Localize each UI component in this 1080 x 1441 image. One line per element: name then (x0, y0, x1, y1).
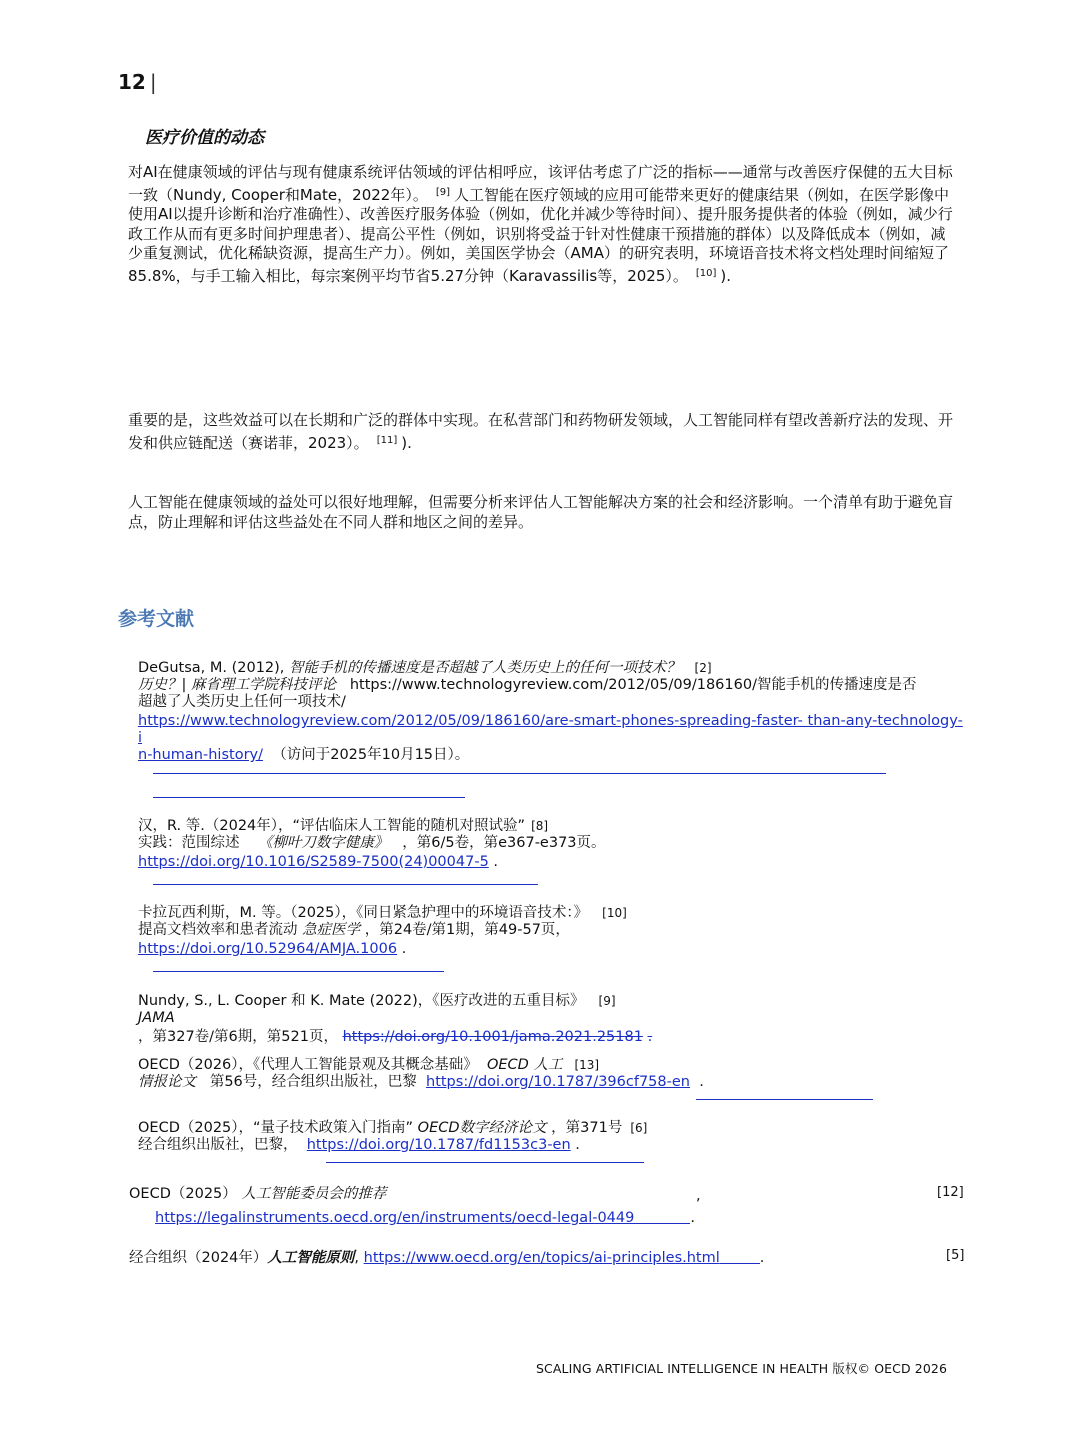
paragraph-2-text: 重要的是，这些效益可以在长期和广泛的群体中实现。在私营部门和药物研发领域，人工智能同样有望改善新疗法的发现、开发和供应链配送（赛诺菲，2023）。 (128, 411, 954, 452)
paragraph-3: 人工智能在健康领域的益处可以很好地理解，但需要分析来评估人工智能解决方案的社会和经济影响。一个清单有助于避免盲点，防止理解和评估这些益处在不同人群和地区之间的差异。 (128, 493, 954, 531)
citation-11[interactable]: [11] (376, 434, 398, 446)
ref-source: 情报论文 (138, 1074, 196, 1090)
ref-title: 经合组织（2024年） (129, 1250, 268, 1266)
ref-line (138, 905, 963, 922)
ref-source: 人工智能原则 (267, 1250, 355, 1266)
ref-line (155, 1210, 695, 1227)
ref-source: 《柳叶刀数字健康》 (257, 835, 389, 851)
ref-line (138, 1074, 963, 1091)
ref-text: ，第371号 (551, 1120, 623, 1136)
ref-source: OECD数字经济论文 (417, 1120, 547, 1136)
citation-10[interactable]: [10] (695, 267, 717, 279)
ref-source: 历史？| 麻省理工学院科技评论 (138, 677, 336, 693)
link-underline-extension (720, 1263, 760, 1264)
paragraph-1-text-b: 人工智能在医疗领域的应用可能带来更好的健康结果（例如，在医学影像中使用AI以提升诊断和治疗准确性）、改善医疗服务体验（例如，优化并减少等待时间）、提升服务提供者的体验（例如，减少行政工作从而有更多时间护理患者）、提高公平性（例如，识别将受益于针对性健康干预措施的群体）以及降低成本（例如，减少重复测试，优化稀缺资源，提高生产力）。例如，美国医学协会（AMA）的研究表明，环境语音技术将文档处理时间缩短了85.8%，与手工输入相比，每宗案例平均节省5.27分钟（Karavassilis等，2025）。 (128, 185, 953, 285)
citation-9[interactable]: [9] (435, 186, 451, 198)
link-underline (326, 1162, 644, 1163)
ref-dot: . (759, 1250, 765, 1266)
link-underline (153, 797, 465, 798)
reference-degutsa (138, 660, 963, 764)
ref-link[interactable]: https://doi.org/10.1787/396cf758-en (426, 1074, 690, 1090)
ref-number: [8] (531, 819, 549, 833)
ref-title: OECD（2025） (129, 1186, 237, 1202)
ref-number: [12] (937, 1185, 964, 1200)
ref-line (138, 993, 963, 1010)
ref-url-text: https://www.technologyreview.com/2012/05/09/186160/智能手机的传播速度是否 (349, 677, 917, 693)
ref-line (138, 677, 963, 694)
page-number-value: 12 (118, 70, 146, 94)
reference-karavassilis (138, 905, 963, 958)
ref-line (138, 941, 963, 958)
ref-source: OECD 人工 (486, 1057, 563, 1073)
references-title: 参考文献 (118, 608, 195, 630)
ref-text: ，第6/5卷，第e367-e373页。 (402, 835, 606, 851)
link-underline (153, 971, 444, 972)
ref-text: 实践：范围综述 (138, 835, 240, 851)
ref-line (138, 854, 963, 871)
ref-link[interactable]: https://www.technologyreview.com/2012/05/09/186160/are-smart-phones-spreading-faster- than-any-technology-i (138, 713, 963, 746)
reference-han (138, 818, 963, 871)
ref-link[interactable]: https://doi.org/10.1001/jama.2021.25181 (342, 1029, 643, 1045)
ref-link-cont[interactable]: n-human-history/ (138, 747, 263, 763)
ref-title: 汉，R. 等.（2024年），“评估临床人工智能的随机对照试验” (138, 818, 526, 834)
ref-link[interactable]: https://www.oecd.org/en/topics/ai-principles.html (363, 1250, 720, 1266)
ref-number: [9] (598, 994, 616, 1008)
ref-title: 卡拉瓦西利斯，M. 等。（2025），《同日紧急护理中的环境语音技术：》 (138, 905, 589, 921)
ref-dot: . (401, 941, 407, 957)
reference-oecd-ai-principles (129, 1250, 764, 1267)
ref-dot: . (647, 1029, 653, 1045)
ref-link[interactable]: https://legalinstruments.oecd.org/en/instruments/oecd-legal-0449 (155, 1210, 635, 1226)
page-number (118, 70, 157, 94)
ref-text: ，第24卷/第1期，第49-57页， (364, 922, 570, 938)
ref-source: 人工智能委员会的推荐 (241, 1186, 387, 1202)
ref-authors: DeGutsa, M. (2012), (138, 660, 285, 676)
ref-comma: , (696, 1188, 701, 1204)
ref-text: 经合组织出版社，巴黎， (138, 1137, 298, 1153)
paragraph-1-text-a: 对AI在健康领域的评估与现有健康系统评估领域的评估相呼应，该评估考虑了广泛的指标——通常与改善医疗保健的五大目标一致（Nundy, Cooper和Mate，2022年）。 (128, 163, 953, 204)
ref-title: Nundy, S., L. Cooper 和 K. Mate (2022)，《医疗改进的五重目标》 (138, 993, 585, 1009)
ref-link[interactable]: https://doi.org/10.1016/S2589-7500(24)00047-5 (138, 854, 489, 870)
ref-number: [6] (630, 1121, 648, 1135)
page-number-separator: | (149, 70, 157, 94)
ref-number: [2] (694, 661, 712, 675)
reference-nundy (138, 993, 963, 1046)
ref-comma: , (354, 1250, 360, 1266)
ref-number: [5] (946, 1248, 965, 1263)
ref-number: [13] (574, 1058, 600, 1072)
ref-line: 超越了人类历史上任何一项技术/ (138, 694, 346, 710)
page-footer: SCALING ARTIFICIAL INTELLIGENCE IN HEALTH 版权© OECD 2026 (536, 1361, 947, 1376)
ref-line (138, 713, 963, 747)
ref-source: 急症医学 (302, 922, 361, 938)
paragraph-1-end: ). (720, 266, 732, 285)
paragraph-1 (128, 163, 960, 286)
ref-title: OECD（2025），“量子技术政策入门指南” (138, 1120, 414, 1136)
ref-dot: . (690, 1210, 695, 1226)
ref-link[interactable]: https://doi.org/10.52964/AMJA.1006 (138, 941, 398, 957)
ref-line (138, 835, 963, 852)
ref-text: ，第327卷/第6期，第521页， (138, 1029, 338, 1045)
link-underline (696, 1099, 873, 1100)
ref-title: 智能手机的传播速度是否超越了人类历史上的任何一项技术？ (289, 660, 681, 676)
ref-source: JAMA (138, 1010, 175, 1026)
reference-oecd-2025-quantum (138, 1120, 963, 1154)
section-title: 医疗价值的动态 (145, 128, 264, 148)
ref-line (138, 660, 963, 677)
ref-line (138, 1029, 963, 1046)
ref-dot: . (699, 1074, 704, 1090)
ref-line (138, 1120, 963, 1137)
reference-oecd-council (129, 1186, 386, 1203)
link-underline-extension (634, 1223, 690, 1224)
paragraph-2-end: ). (401, 433, 412, 452)
link-underline (153, 773, 886, 774)
ref-line (138, 1057, 963, 1074)
ref-title: OECD（2026），《代理人工智能景观及其概念基础》 (138, 1057, 478, 1073)
ref-link[interactable]: https://doi.org/10.1787/fd1153c3-en (306, 1137, 571, 1153)
ref-dot: . (575, 1137, 580, 1153)
ref-number: [10] (602, 906, 627, 920)
ref-text: 第56号，经合组织出版社，巴黎 (209, 1074, 417, 1090)
ref-line (138, 1137, 963, 1154)
ref-line (138, 922, 963, 939)
ref-accessed: （访问于2025年10月15日）。 (272, 747, 470, 763)
paragraph-2 (128, 411, 960, 453)
link-underline (153, 884, 538, 885)
ref-text: 提高文档效率和患者流动 (138, 922, 298, 938)
reference-oecd-2026 (138, 1057, 963, 1091)
ref-line (138, 747, 963, 764)
ref-dot: . (493, 854, 499, 870)
ref-line (138, 818, 963, 835)
